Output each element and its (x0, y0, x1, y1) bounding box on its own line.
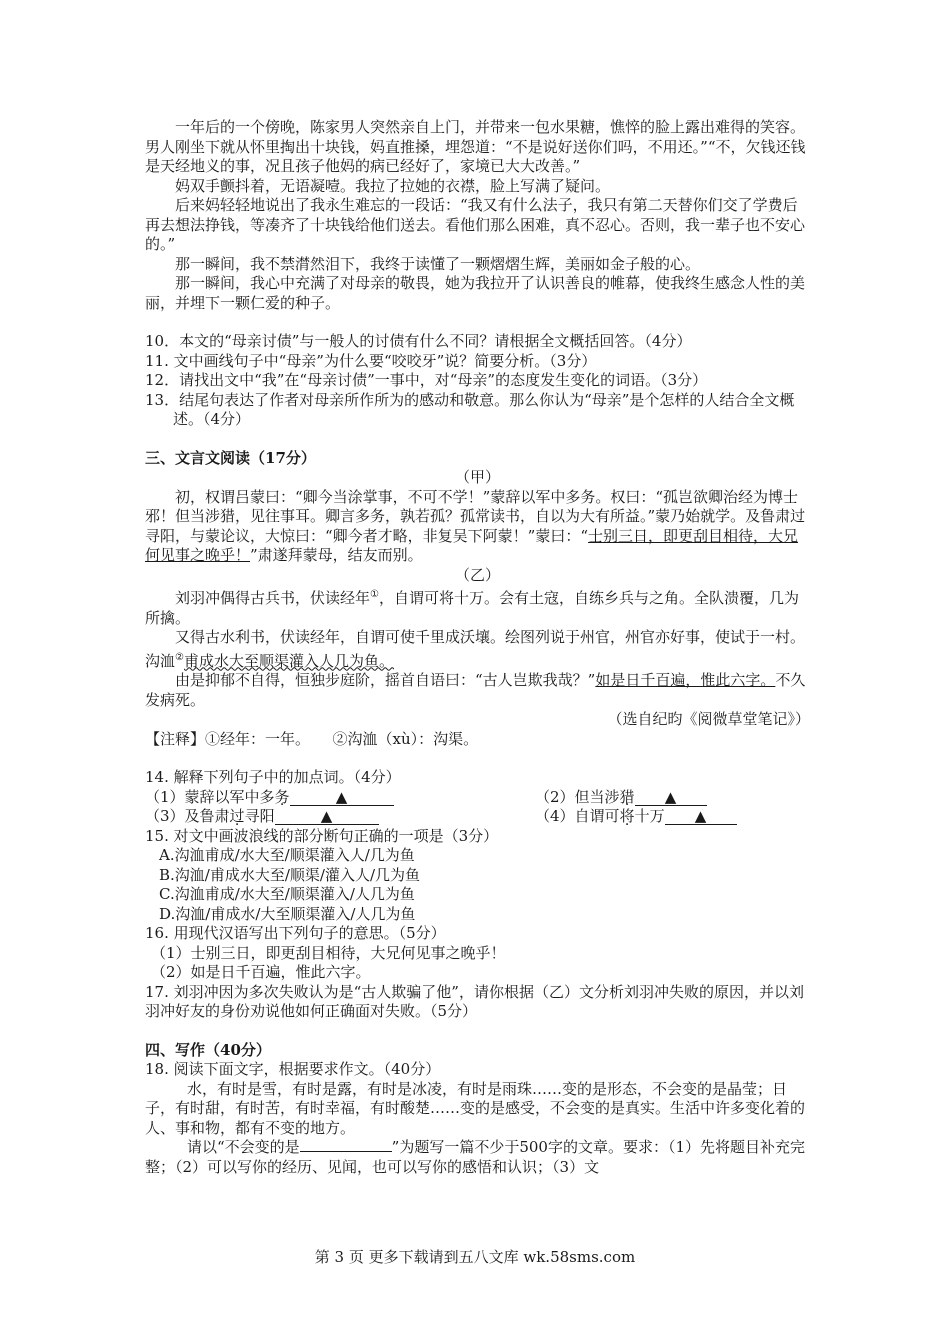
answer-blank[interactable] (275, 809, 379, 825)
passage-yi-p2 (145, 628, 810, 671)
story-paragraph: 妈双手颤抖着，无语凝噎。我拉了拉她的衣襟，脸上写满了疑问。 (175, 176, 611, 195)
option-c[interactable]: C.沟洫甫成/水大至/顺渠灌入/人几为鱼 (159, 885, 415, 903)
passage-yi-text: 刘羽冲偶得古兵书，伏读经年 (175, 589, 371, 607)
dotted-word: 将 (619, 807, 635, 825)
passage-yi-p1 (145, 585, 810, 628)
writing-requirements-text-end: ”为题写一篇不少于500字的文章。要求：（1）先将题目补充完整；（2）可以写你的经历、见闻，也可以写你的感悟和认识；（3）文 (145, 1138, 806, 1176)
question-16: 16. 用现代汉语写出下列句子的意思。（5分） (145, 924, 446, 942)
question-14-row-2 (145, 807, 810, 827)
dotted-word: 猎 (619, 787, 635, 806)
dotted-word: 过 (229, 807, 245, 825)
wavy-underlined-sentence: 甫成水大至顺渠灌入人几为鱼。 (183, 651, 394, 670)
passage-yi-text: ，自谓可将十万。会有土寇，自练乡兵与之角。全队溃覆，几为所擒。 (145, 589, 799, 627)
passage-yi-text: 由是抑郁不自得，恒独步庭阶，摇首自语曰：“古人岂欺我哉？” (175, 671, 596, 689)
passage-jia (145, 488, 810, 566)
option-d[interactable]: D.沟洫/甫成水/大至顺渠灌入/人几为鱼 (159, 904, 416, 923)
story-paragraph: 那一瞬间，我心中充满了对母亲的敬畏，她为我拉开了认识善良的帷幕，使我终生感念人性的美丽，并埋下一颗仁爱的种子。 (145, 274, 806, 312)
answer-blank[interactable] (635, 787, 707, 806)
answer-blank[interactable] (290, 787, 394, 806)
writing-requirements-text: 请以“不会变的是 (187, 1138, 300, 1156)
annotation-note: 【注释】①经年：一年。 ②沟洫（xù）：沟渠。 (145, 729, 479, 748)
question-17: 17. 刘羽冲因为多次失败认为是“古人欺骗了他”，请你根据（乙）文分析刘羽冲失败的原因，并以刘羽冲好友的身份劝说他如何正确面对失败。（5分） (145, 982, 804, 1020)
option-b[interactable]: B.沟洫/甫成水大至/顺渠/灌入人/几为鱼 (159, 865, 421, 884)
note-mark-1: ① (370, 589, 379, 600)
triangle-icon: ▲ (694, 807, 707, 825)
document-body (145, 118, 810, 1177)
passage-yi-text: 又得古水利书，伏读经年，自谓可使千里成沃壤。绘图列说于州官，州官亦好事，使试于一村。沟洫 (145, 628, 806, 670)
passage-yi-text: 不久发病死。 (145, 671, 806, 709)
question-16-sentence-2: （2）如是日千百遍，惟此六字。 (151, 963, 371, 981)
question-10: 10．本文的“母亲讨债”与一般人的讨债有什么不同？请根据全文概括回答。（4分） (145, 332, 692, 350)
passage-jia-label: （甲） (454, 468, 500, 486)
section-3-title: 三、文言文阅读（17分） (145, 448, 316, 467)
story-paragraph: 后来妈轻轻地说出了我永生难忘的一段话：“我又有什么法子，我只有第二天替你们交了学费后再去想法挣钱，等凑齐了十块钱给他们送去。看他们那么困难，真不忍心。否则，我一辈子也不安心的。” (145, 196, 806, 253)
passage-yi-label: （乙） (454, 565, 500, 584)
note-mark-2: ② (175, 651, 184, 663)
underlined-sentence: 如是日千百遍，惟此六字。 (595, 671, 776, 689)
dotted-word: 务 (274, 787, 290, 806)
passage-yi-p3 (145, 671, 810, 710)
q14-item-3-end: 寻阳 (244, 807, 275, 825)
option-a[interactable]: A.沟洫甫成/水大至/顺渠灌入人/几为鱼 (159, 846, 415, 864)
triangle-icon: ▲ (320, 807, 333, 825)
question-14-row-1 (145, 788, 810, 808)
page-footer: 第 3 页 更多下载请到五八文库 wk.58sms.com (314, 1248, 636, 1266)
question-12: 12．请找出文中“我”在“母亲讨债”一事中，对“母亲”的态度发生变化的词语。（3分） (145, 371, 708, 389)
writing-requirements (145, 1138, 810, 1177)
passage-jia-text: 初，权谓吕蒙曰：“卿今当涂掌事，不可不学！”蒙辞以军中多务。权曰：“孤岂欲卿治经为博士邪！但当涉猎，见往事耳。卿言多务，孰若孤？孤常读书，自以为大有所益。”蒙乃始就学。及鲁肃过寻阳，与蒙论议，大惊曰：“卿今者才略，非复吴下阿蒙！”蒙曰：“ (145, 487, 806, 545)
underlined-sentence: 士别三日，即更刮目相待，大兄何见事之晚乎！ (145, 526, 799, 564)
question-11: 11. 文中画线句子中“母亲”为什么要“咬咬牙”说？简要分析。（3分） (145, 351, 597, 370)
story-paragraph: 一年后的一个傍晚，陈家男人突然亲自上门，并带来一包水果糖，憔悴的脸上露出难得的笑容。男人刚坐下就从怀里掏出十块钱，妈直推搡，埋怨道：“不是说好送你们吗，不用还。”“不，欠钱还钱是天经地义的事，况且孩子他妈的病已经好了，家境已大大改善。” (145, 118, 806, 175)
q14-item-4: （4）自谓可 (535, 807, 620, 825)
section-4-title: 四、写作（40分） (145, 1040, 271, 1059)
title-blank[interactable] (300, 1151, 392, 1152)
writing-prompt: 水，有时是雪，有时是露，有时是冰凌，有时是雨珠……变的是形态，不会变的是晶莹；日子，有时甜，有时苦，有时幸福，有时酸楚……变的是感受，不会变的是真实。生活中许多变化着的人、事和物，都有不变的地方。 (145, 1079, 806, 1137)
question-13: 13．结尾句表达了作者对母亲所作所为的感动和敬意。那么你认为“母亲”是个怎样的人结合全文概述。（4分） (145, 390, 795, 428)
question-18: 18. 阅读下面文字，根据要求作文。（40分） (145, 1060, 441, 1078)
question-15: 15. 对文中画波浪线的部分断句正确的一项是（3分） (145, 826, 499, 845)
q14-item-2: （2）但当涉 (535, 787, 620, 806)
passage-jia-text-end: ”肃遂拜蒙母，结友而别。 (250, 546, 423, 564)
q14-item-3: （3）及鲁肃 (145, 807, 230, 825)
q14-item-4-end: 十万 (634, 807, 665, 825)
answer-blank[interactable] (665, 809, 737, 825)
triangle-icon: ▲ (664, 787, 677, 806)
question-14: 14. 解释下列句子中的加点词。（4分） (145, 768, 401, 786)
q14-item-1: （1）蒙辞以军中多 (145, 787, 275, 806)
story-paragraph: 那一瞬间，我不禁潸然泪下，我终于读懂了一颗熠熠生辉，美丽如金子般的心。 (175, 254, 701, 273)
question-16-sentence-1: （1）士别三日，即更刮目相待，大兄何见事之晚乎！ (151, 943, 506, 962)
triangle-icon: ▲ (335, 787, 348, 806)
source-citation: （选自纪昀《阅微草堂笔记》） (607, 710, 810, 728)
